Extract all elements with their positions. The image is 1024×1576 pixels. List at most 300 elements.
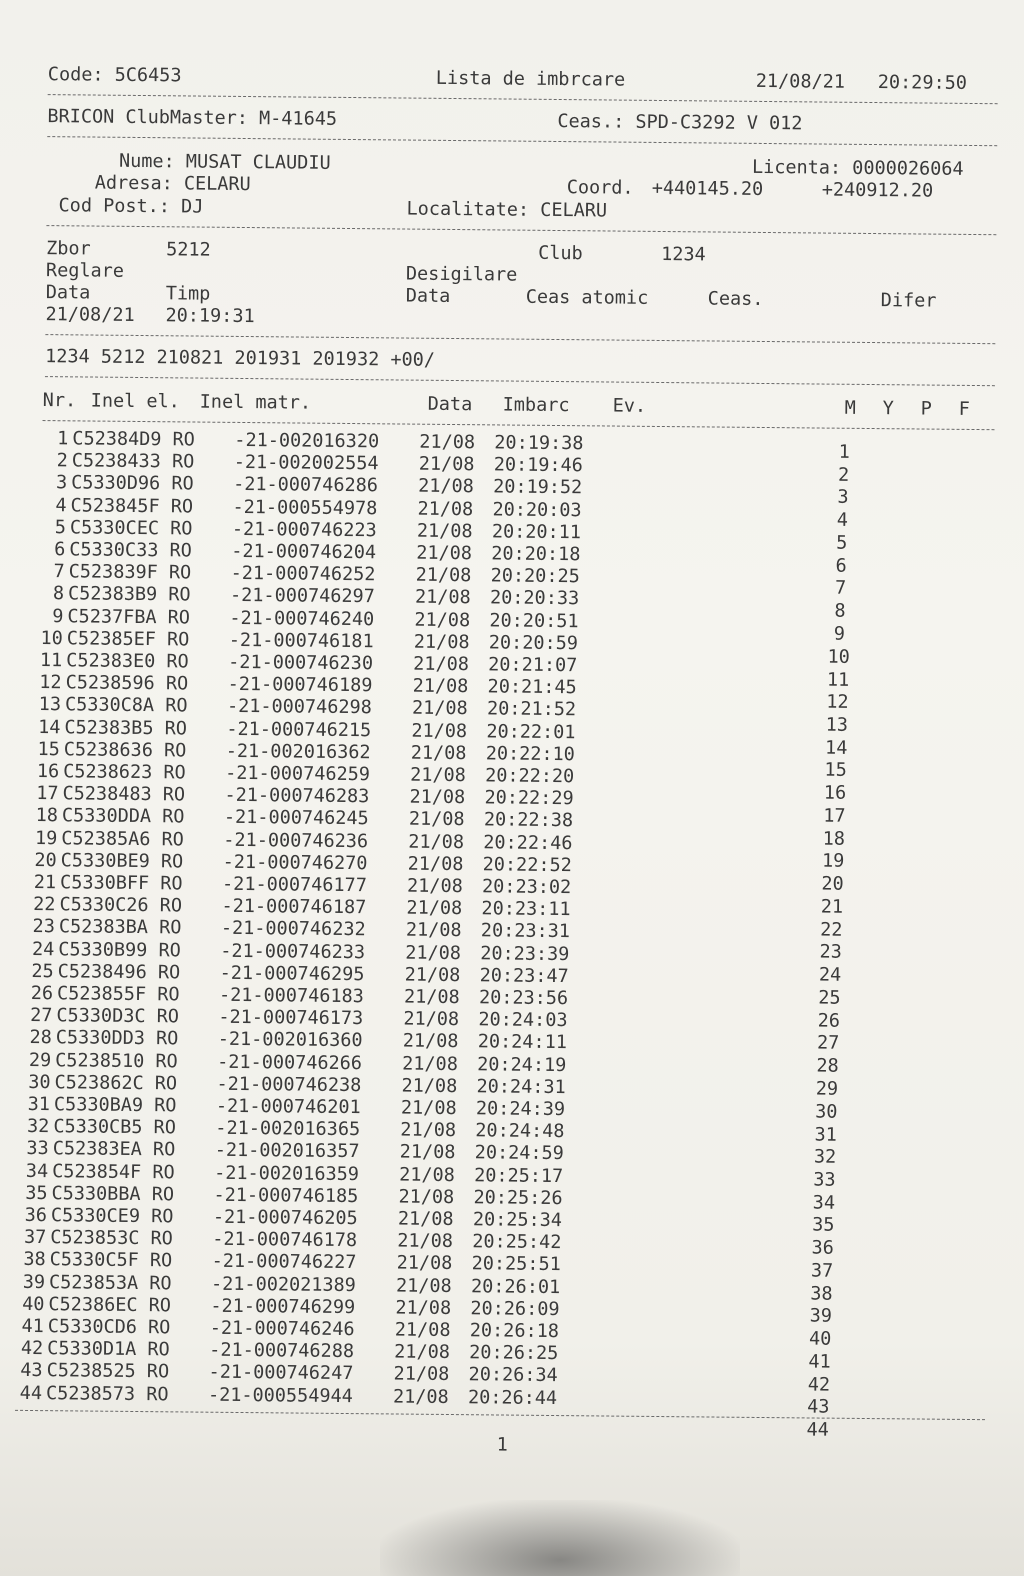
basketing-time: 20:19:46	[493, 454, 583, 477]
electronic-ring: C5330CE9 RO	[50, 1205, 174, 1228]
basketing-date: 21/08	[403, 1008, 460, 1031]
m-count: 18	[822, 828, 846, 850]
basketing-date: 21/08	[409, 786, 466, 809]
basketing-time: 20:26:34	[468, 1364, 558, 1387]
basketing-time: 20:24:03	[478, 1009, 568, 1032]
code-label: Code: 5C6453	[47, 64, 182, 87]
m-count: 30	[815, 1101, 838, 1123]
ring-number: -21-000746181	[228, 629, 374, 653]
m-count: 26	[817, 1010, 841, 1032]
ring-number: -21-000746297	[229, 585, 375, 608]
row-number: 37	[23, 1227, 47, 1249]
basketing-time: 20:24:39	[475, 1098, 566, 1121]
divider	[48, 94, 998, 104]
row-number: 35	[25, 1182, 48, 1204]
m-count: 15	[824, 760, 847, 782]
electronic-ring: C5330DDA RO	[61, 805, 185, 828]
m-count: 38	[810, 1283, 833, 1305]
ring-number: -21-002021389	[210, 1273, 356, 1296]
basketing-time: 20:21:52	[486, 698, 577, 721]
electronic-ring: C5330D3C RO	[56, 1005, 180, 1028]
electronic-ring: C5238596 RO	[65, 672, 189, 695]
ring-number: -21-000746238	[216, 1073, 362, 1096]
row-number: 30	[28, 1071, 51, 1093]
m-count: 27	[816, 1033, 840, 1055]
ring-number: -21-000746227	[211, 1251, 357, 1274]
electronic-ring: C5330D96 RO	[71, 472, 194, 495]
basketing-date: 21/08	[407, 853, 464, 875]
basketing-date: 21/08	[397, 1208, 454, 1231]
basketing-time: 20:26:01	[470, 1275, 561, 1298]
row-number: 5	[54, 516, 67, 539]
row-number: 2	[56, 450, 68, 472]
ring-number: -21-000554978	[232, 496, 378, 519]
ring-number: -21-000746246	[209, 1317, 355, 1341]
m-count: 35	[812, 1214, 835, 1237]
basketing-time: 20:22:01	[486, 720, 576, 743]
print-time: 20:29:50	[877, 72, 968, 94]
basketing-time: 20:25:17	[474, 1164, 564, 1187]
basketing-date: 21/08	[419, 431, 476, 454]
ring-number: -21-000746270	[222, 851, 368, 874]
col-ring-number: Inel matr.	[199, 391, 312, 414]
ring-number: -21-000746205	[212, 1206, 358, 1230]
row-number: 28	[29, 1027, 52, 1049]
electronic-ring: C523853C RO	[50, 1227, 173, 1250]
basketing-date: 21/08	[408, 808, 465, 831]
m-count: 5	[836, 532, 848, 554]
row-number: 29	[28, 1049, 52, 1071]
basketing-date: 21/08	[414, 609, 471, 631]
electronic-ring: C52383EA RO	[52, 1138, 176, 1161]
ring-number: -21-000746286	[233, 474, 379, 497]
basketing-date: 21/08	[414, 587, 471, 609]
col-basketing: Imbarc	[502, 394, 570, 417]
row-number: 27	[30, 1005, 53, 1027]
basketing-date: 21/08	[415, 564, 472, 587]
row-number: 15	[37, 738, 60, 761]
row-number: 23	[32, 916, 55, 938]
row-number: 3	[55, 472, 68, 494]
desigilare-date-label: Data	[405, 285, 451, 307]
basketing-time: 20:19:38	[494, 432, 584, 455]
basketing-date: 21/08	[400, 1119, 457, 1142]
basketing-time: 20:25:26	[473, 1187, 563, 1209]
electronic-ring: C5237FBA RO	[67, 605, 191, 629]
basketing-time: 20:19:52	[493, 476, 583, 499]
electronic-ring: C5330CEC RO	[69, 517, 193, 540]
basketing-time: 20:21:07	[488, 654, 578, 677]
m-count: 31	[814, 1124, 837, 1146]
basketing-date: 21/08	[410, 742, 467, 764]
m-count: 1	[838, 441, 850, 463]
basketing-time: 20:20:33	[489, 587, 580, 610]
row-number: 34	[25, 1160, 49, 1182]
basketing-time: 20:25:51	[471, 1253, 561, 1276]
m-count: 28	[816, 1055, 839, 1077]
m-count: 25	[818, 987, 841, 1009]
electronic-ring: C5238510 RO	[55, 1049, 178, 1072]
m-count: 21	[820, 896, 844, 918]
ring-number: -21-000746185	[213, 1184, 359, 1207]
basketing-time: 20:20:25	[490, 565, 580, 588]
print-date: 21/08/21	[755, 70, 846, 93]
basketing-date: 21/08	[395, 1297, 452, 1319]
electronic-ring: C5330BA9 RO	[53, 1094, 177, 1117]
row-number: 32	[26, 1116, 50, 1138]
basketing-date: 21/08	[395, 1275, 452, 1297]
m-count: 19	[821, 851, 845, 873]
electronic-ring: C52383E0 RO	[66, 650, 189, 673]
m-count: 2	[837, 464, 850, 486]
clubmaster-id: BRICON ClubMaster: M-41645	[47, 106, 338, 130]
basketing-time: 20:24:11	[477, 1031, 568, 1054]
m-count: 24	[818, 964, 842, 986]
row-number: 6	[54, 539, 66, 561]
reglare-date-label: Data	[45, 282, 91, 304]
ring-number: -21-000746178	[212, 1228, 358, 1252]
ring-number: -21-000746299	[210, 1295, 356, 1318]
licence-number: Licenta: 0000026064	[751, 156, 964, 180]
electronic-ring: C523854F RO	[52, 1160, 175, 1183]
electronic-ring: C52383BA RO	[58, 916, 182, 939]
row-number: 20	[34, 849, 57, 872]
m-count: 7	[834, 578, 847, 600]
ring-number: -21-000746236	[223, 829, 369, 852]
basketing-date: 21/08	[411, 698, 468, 720]
m-count: 32	[813, 1146, 837, 1168]
ring-number: -21-000746187	[221, 895, 367, 919]
ring-number: -21-000746204	[231, 540, 377, 564]
ring-number: -21-000746245	[223, 807, 369, 830]
divider	[45, 376, 995, 386]
electronic-ring: C52384D9 RO	[72, 428, 195, 451]
basketing-time: 20:22:20	[485, 765, 575, 788]
basketing-time: 20:22:10	[485, 743, 575, 765]
flight-number: 5212	[166, 239, 211, 261]
reglare-time: 20:19:31	[165, 305, 255, 328]
row-number: 17	[36, 783, 59, 805]
basketing-time: 20:22:29	[484, 787, 574, 810]
basketing-date: 21/08	[410, 764, 466, 787]
basketing-date: 21/08	[416, 542, 473, 565]
ring-number: -21-000554944	[207, 1384, 353, 1407]
basketing-time: 20:23:39	[480, 942, 570, 965]
col-date: Data	[427, 393, 473, 416]
electronic-ring: C52386EC RO	[48, 1293, 172, 1317]
m-count: 14	[825, 737, 848, 759]
ring-number: -21-002016320	[234, 429, 380, 453]
electronic-ring: C5330CB5 RO	[53, 1116, 176, 1139]
m-count: 11	[826, 669, 850, 691]
m-count: 41	[808, 1351, 831, 1373]
basketing-date: 21/08	[405, 919, 462, 942]
ring-number: -21-000746183	[218, 984, 364, 1008]
row-number: 19	[34, 827, 58, 849]
row-number: 31	[27, 1093, 51, 1116]
basketing-date: 21/08	[402, 1030, 459, 1053]
basketing-date: 21/08	[418, 476, 474, 498]
owner-name: Nume: MUSAT CLAUDIU	[118, 150, 331, 174]
basketing-date: 21/08	[408, 831, 465, 853]
electronic-ring: C5330BE9 RO	[60, 850, 184, 873]
col-electronic-ring: Inel el.	[90, 390, 180, 413]
basketing-time: 20:25:42	[472, 1231, 562, 1254]
ring-number: -21-002016362	[225, 740, 371, 764]
basketing-date: 21/08	[418, 453, 475, 476]
ring-number: -21-002016359	[214, 1162, 360, 1185]
basketing-time: 20:25:34	[472, 1209, 563, 1232]
electronic-ring: C5238573 RO	[45, 1382, 169, 1405]
ring-number: -21-000746177	[221, 873, 367, 897]
owner-postcode: Cod Post.: DJ	[58, 195, 204, 218]
m-count: 10	[827, 646, 850, 668]
col-p: P	[920, 398, 932, 420]
row-number: 16	[36, 761, 60, 783]
row-number: 44	[19, 1382, 43, 1404]
camera-shadow	[380, 1500, 740, 1576]
row-number: 26	[30, 982, 54, 1005]
m-count: 6	[835, 555, 847, 577]
coord-longitude: +240912.20	[821, 179, 934, 202]
basketing-date: 21/08	[394, 1341, 451, 1364]
electronic-ring: C5330B99 RO	[58, 938, 181, 962]
m-count: 42	[807, 1374, 831, 1396]
row-number: 9	[52, 605, 64, 627]
clock-label: Ceas.	[707, 288, 764, 310]
m-count: 20	[821, 873, 844, 896]
ring-number: -21-002016360	[217, 1029, 363, 1052]
row-number: 24	[31, 938, 55, 960]
basketing-date: 21/08	[399, 1164, 455, 1186]
electronic-ring: C5330C8A RO	[64, 694, 188, 717]
electronic-ring: C523862C RO	[54, 1072, 178, 1095]
m-count: 23	[819, 942, 842, 964]
basketing-time: 20:21:45	[487, 676, 577, 699]
basketing-time: 20:23:31	[480, 920, 571, 943]
basketing-time: 20:22:52	[482, 854, 572, 876]
electronic-ring: C523855F RO	[56, 983, 180, 1006]
electronic-ring: C5330D1A RO	[47, 1338, 170, 1361]
m-count: 44	[806, 1419, 829, 1441]
m-count: 34	[812, 1192, 836, 1214]
m-count: 4	[836, 509, 849, 532]
m-count: 12	[826, 691, 849, 714]
basketing-date: 21/08	[396, 1252, 453, 1275]
atomic-clock-label: Ceas atomic	[525, 286, 649, 309]
basketing-table	[19, 428, 994, 1441]
basketing-date: 21/08	[399, 1141, 456, 1164]
basketing-date: 21/08	[397, 1230, 454, 1253]
ring-number: -21-000746266	[217, 1051, 363, 1074]
ring-number: -21-000746173	[218, 1006, 364, 1030]
owner-address: Adresa: CELARU	[94, 172, 251, 196]
m-count: 8	[834, 600, 846, 623]
ring-number: -21-002016365	[215, 1117, 361, 1141]
basketing-date: 21/08	[404, 964, 461, 986]
row-number: 14	[38, 716, 61, 738]
m-count: 22	[820, 919, 843, 941]
row-number: 40	[22, 1293, 45, 1315]
electronic-ring: C52383B5 RO	[64, 716, 188, 740]
basketing-date: 21/08	[398, 1186, 455, 1208]
electronic-ring: C5238525 RO	[46, 1360, 170, 1383]
basketing-time: 20:26:44	[467, 1386, 558, 1409]
row-number: 25	[31, 960, 54, 982]
electronic-ring: C5330C33 RO	[69, 539, 192, 562]
row-number: 21	[33, 871, 57, 894]
basketing-date: 21/08	[406, 897, 463, 920]
clock-code-line: 1234 5212 210821 201931 201932 +00/	[45, 346, 436, 371]
row-number: 39	[22, 1271, 46, 1293]
basketing-time: 20:24:59	[474, 1142, 564, 1165]
col-nr: Nr.	[42, 390, 77, 412]
ring-number: -21-000746189	[227, 674, 373, 697]
row-number: 8	[52, 583, 65, 605]
row-number: 12	[39, 672, 62, 694]
basketing-time: 20:26:25	[469, 1342, 559, 1365]
club-label: Club	[538, 242, 583, 265]
basketing-date: 21/08	[416, 520, 473, 542]
divider	[45, 334, 995, 344]
m-count: 37	[810, 1260, 834, 1282]
m-count: 3	[837, 487, 849, 509]
row-number: 42	[20, 1338, 44, 1360]
electronic-ring: C5330BFF RO	[60, 872, 183, 895]
m-count: 17	[823, 805, 846, 827]
row-number: 33	[26, 1138, 49, 1160]
document-title: Lista de imbrcare	[435, 67, 626, 91]
basketing-date: 21/08	[393, 1363, 450, 1386]
desigilare-label: Desigilare	[405, 263, 518, 286]
coord-latitude: +440145.20	[651, 177, 764, 200]
basketing-time: 20:23:47	[479, 965, 569, 987]
electronic-ring: C5330C26 RO	[59, 894, 183, 917]
reglare-label: Reglare	[45, 260, 125, 282]
coord-label: Coord.	[566, 177, 634, 199]
ring-number: -21-002016357	[214, 1140, 360, 1163]
ring-number: -21-000746295	[219, 962, 365, 985]
row-number: 41	[21, 1315, 44, 1338]
electronic-ring: C52385EF RO	[66, 628, 190, 651]
ring-number: -21-000746247	[208, 1362, 354, 1385]
reglare-time-label: Timp	[165, 283, 211, 305]
electronic-ring: C52385A6 RO	[61, 827, 184, 851]
col-m: M	[844, 397, 856, 419]
row-number: 13	[38, 694, 62, 716]
row-number: 10	[40, 627, 63, 650]
ring-number: -21-000746223	[231, 518, 377, 542]
club-number: 1234	[661, 243, 706, 266]
basketing-date: 21/08	[400, 1097, 457, 1120]
m-count: 9	[833, 623, 846, 645]
basketing-date: 21/08	[413, 653, 470, 676]
m-count: 29	[815, 1078, 839, 1100]
row-number: 36	[24, 1204, 48, 1227]
basketing-time: 20:22:46	[483, 831, 573, 854]
basketing-date: 21/08	[403, 986, 460, 1009]
basketing-date: 21/08	[413, 631, 470, 653]
basketing-time: 20:24:31	[476, 1076, 566, 1098]
divider	[47, 136, 997, 146]
m-count: 33	[813, 1169, 836, 1191]
basketing-time: 20:20:51	[489, 609, 579, 632]
page-number: 1	[496, 1434, 508, 1456]
basketing-date: 21/08	[417, 498, 474, 520]
ring-number: -21-000746288	[209, 1339, 355, 1363]
electronic-ring: C5238496 RO	[57, 961, 181, 984]
basketing-time: 20:24:48	[475, 1120, 565, 1143]
row-number: 22	[33, 894, 56, 916]
basketing-date: 21/08	[411, 720, 468, 742]
ring-number: -21-000746201	[215, 1095, 361, 1119]
ring-number: -21-002002554	[233, 452, 379, 475]
electronic-ring: C523839F RO	[68, 561, 192, 584]
electronic-ring: C5330CD6 RO	[47, 1316, 171, 1339]
basketing-date: 21/08	[401, 1075, 458, 1097]
basketing-time: 20:23:11	[481, 898, 571, 921]
ring-number: -21-000746215	[226, 718, 372, 741]
electronic-ring: C5238636 RO	[63, 739, 187, 762]
electronic-ring: C5238623 RO	[63, 761, 186, 784]
ring-number: -21-000746240	[229, 607, 375, 630]
electronic-ring: C5330DD3 RO	[55, 1027, 179, 1050]
row-number: 7	[53, 561, 65, 583]
reglare-date: 21/08/21	[45, 304, 135, 326]
ring-number: -21-000746232	[220, 918, 366, 941]
basketing-date: 21/08	[406, 875, 463, 898]
basketing-time: 20:26:18	[469, 1320, 560, 1343]
electronic-ring: C523845F RO	[70, 494, 194, 518]
ring-number: -21-000746259	[225, 762, 371, 786]
ring-number: -21-000746230	[228, 651, 374, 675]
ring-number: -21-000746252	[230, 563, 376, 586]
owner-locality: Localitate: CELARU	[406, 198, 608, 222]
basketing-time: 20:20:03	[492, 498, 582, 521]
basketing-time: 20:26:09	[470, 1298, 560, 1320]
ring-number: -21-000746283	[224, 785, 370, 808]
basketing-date: 21/08	[412, 675, 469, 698]
basketing-time: 20:23:02	[481, 876, 572, 899]
m-count: 43	[807, 1396, 830, 1419]
row-number: 4	[55, 494, 67, 516]
col-event: Ev.	[612, 395, 647, 417]
basketing-date: 21/08	[405, 942, 462, 964]
row-number: 1	[57, 428, 69, 450]
col-y: Y	[882, 398, 894, 420]
flight-label: Zbor	[46, 238, 91, 260]
ring-number: -21-000746233	[220, 940, 366, 963]
electronic-ring: C5238433 RO	[71, 450, 195, 473]
basketing-date: 21/08	[402, 1053, 458, 1075]
row-number: 11	[39, 650, 63, 672]
ring-number: -21-000746298	[226, 696, 372, 719]
basketing-time: 20:23:56	[478, 987, 569, 1010]
electronic-ring: C5330BBA RO	[51, 1182, 175, 1206]
m-count: 16	[823, 782, 847, 805]
basketing-date: 21/08	[394, 1319, 451, 1342]
electronic-ring: C52383B9 RO	[67, 583, 191, 606]
m-count: 39	[809, 1305, 833, 1328]
electronic-ring: C5238483 RO	[62, 783, 186, 806]
basketing-time: 20:22:38	[483, 809, 574, 832]
m-count: 40	[808, 1328, 832, 1350]
electronic-ring: C5330C5F RO	[49, 1249, 173, 1272]
basketing-date: 21/08	[392, 1386, 449, 1408]
basketing-time: 20:24:19	[477, 1053, 567, 1076]
col-f: F	[958, 398, 970, 420]
basketing-time: 20:20:11	[491, 521, 582, 544]
